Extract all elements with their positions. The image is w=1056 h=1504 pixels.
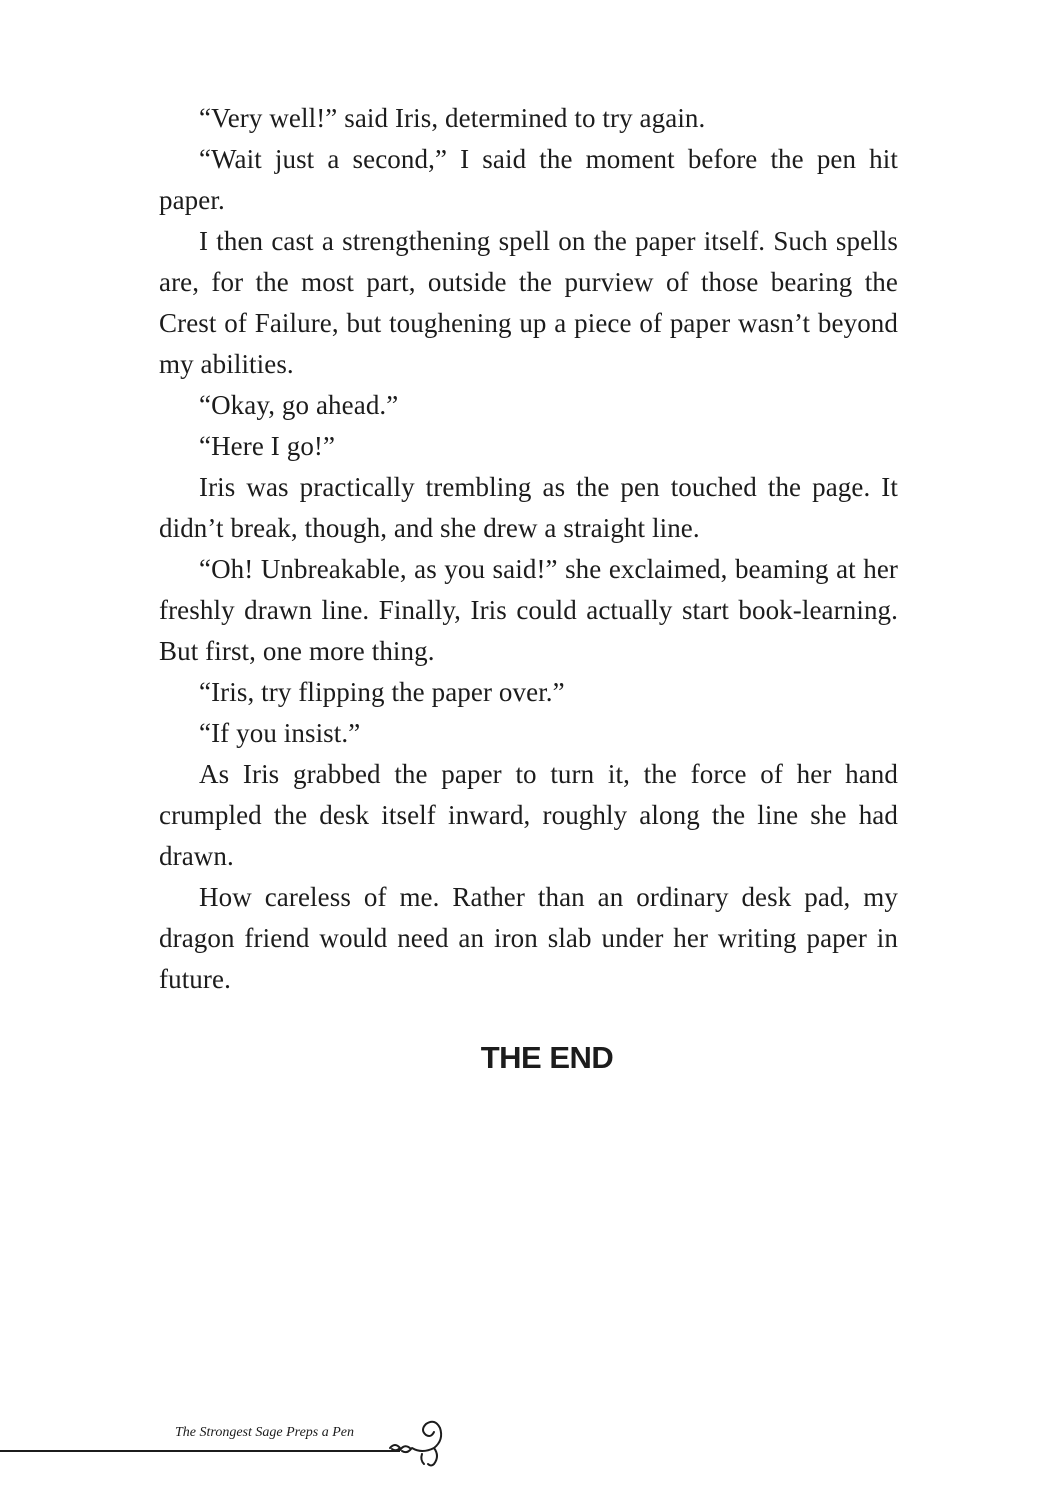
body-text — [159, 98, 898, 1000]
paragraph: As Iris grabbed the paper to turn it, the force of her hand crumpled the desk itself inward, roughly along the line she had drawn. — [159, 759, 898, 871]
paragraph: “Oh! Unbreakable, as you said!” she exclaimed, beaming at her freshly drawn line. Finally, Iris could actually start book-learning. But first, one more thing. — [159, 554, 898, 666]
paragraph: “Very well!” said Iris, determined to try again. — [199, 103, 706, 133]
paragraph: Iris was practically trembling as the pen touched the page. It didn’t break, though, and she drew a straight line. — [159, 472, 898, 543]
footer-book-title: The Strongest Sage Preps a Pen — [175, 1425, 354, 1440]
paragraph: “Iris, try flipping the paper over.” — [199, 677, 565, 707]
paragraph: I then cast a strengthening spell on the paper itself. Such spells are, for the most part, outside the purview of those bearing the Crest of Failure, but toughening up a piece of paper wasn’t beyond my abilities. — [159, 226, 898, 379]
running-footer — [0, 1412, 480, 1472]
paragraph: “If you insist.” — [199, 718, 361, 748]
footer-rule — [0, 1450, 400, 1452]
the-end-heading: THE END — [480, 1040, 614, 1075]
flourish-ornament-icon — [382, 1414, 462, 1470]
paragraph: How careless of me. Rather than an ordinary desk pad, my dragon friend would need an iron slab under her writing paper in future. — [159, 882, 898, 994]
paragraph: “Okay, go ahead.” — [199, 390, 399, 420]
paragraph: “Here I go!” — [199, 431, 336, 461]
paragraph: “Wait just a second,” I said the moment before the pen hit paper. — [159, 144, 898, 215]
